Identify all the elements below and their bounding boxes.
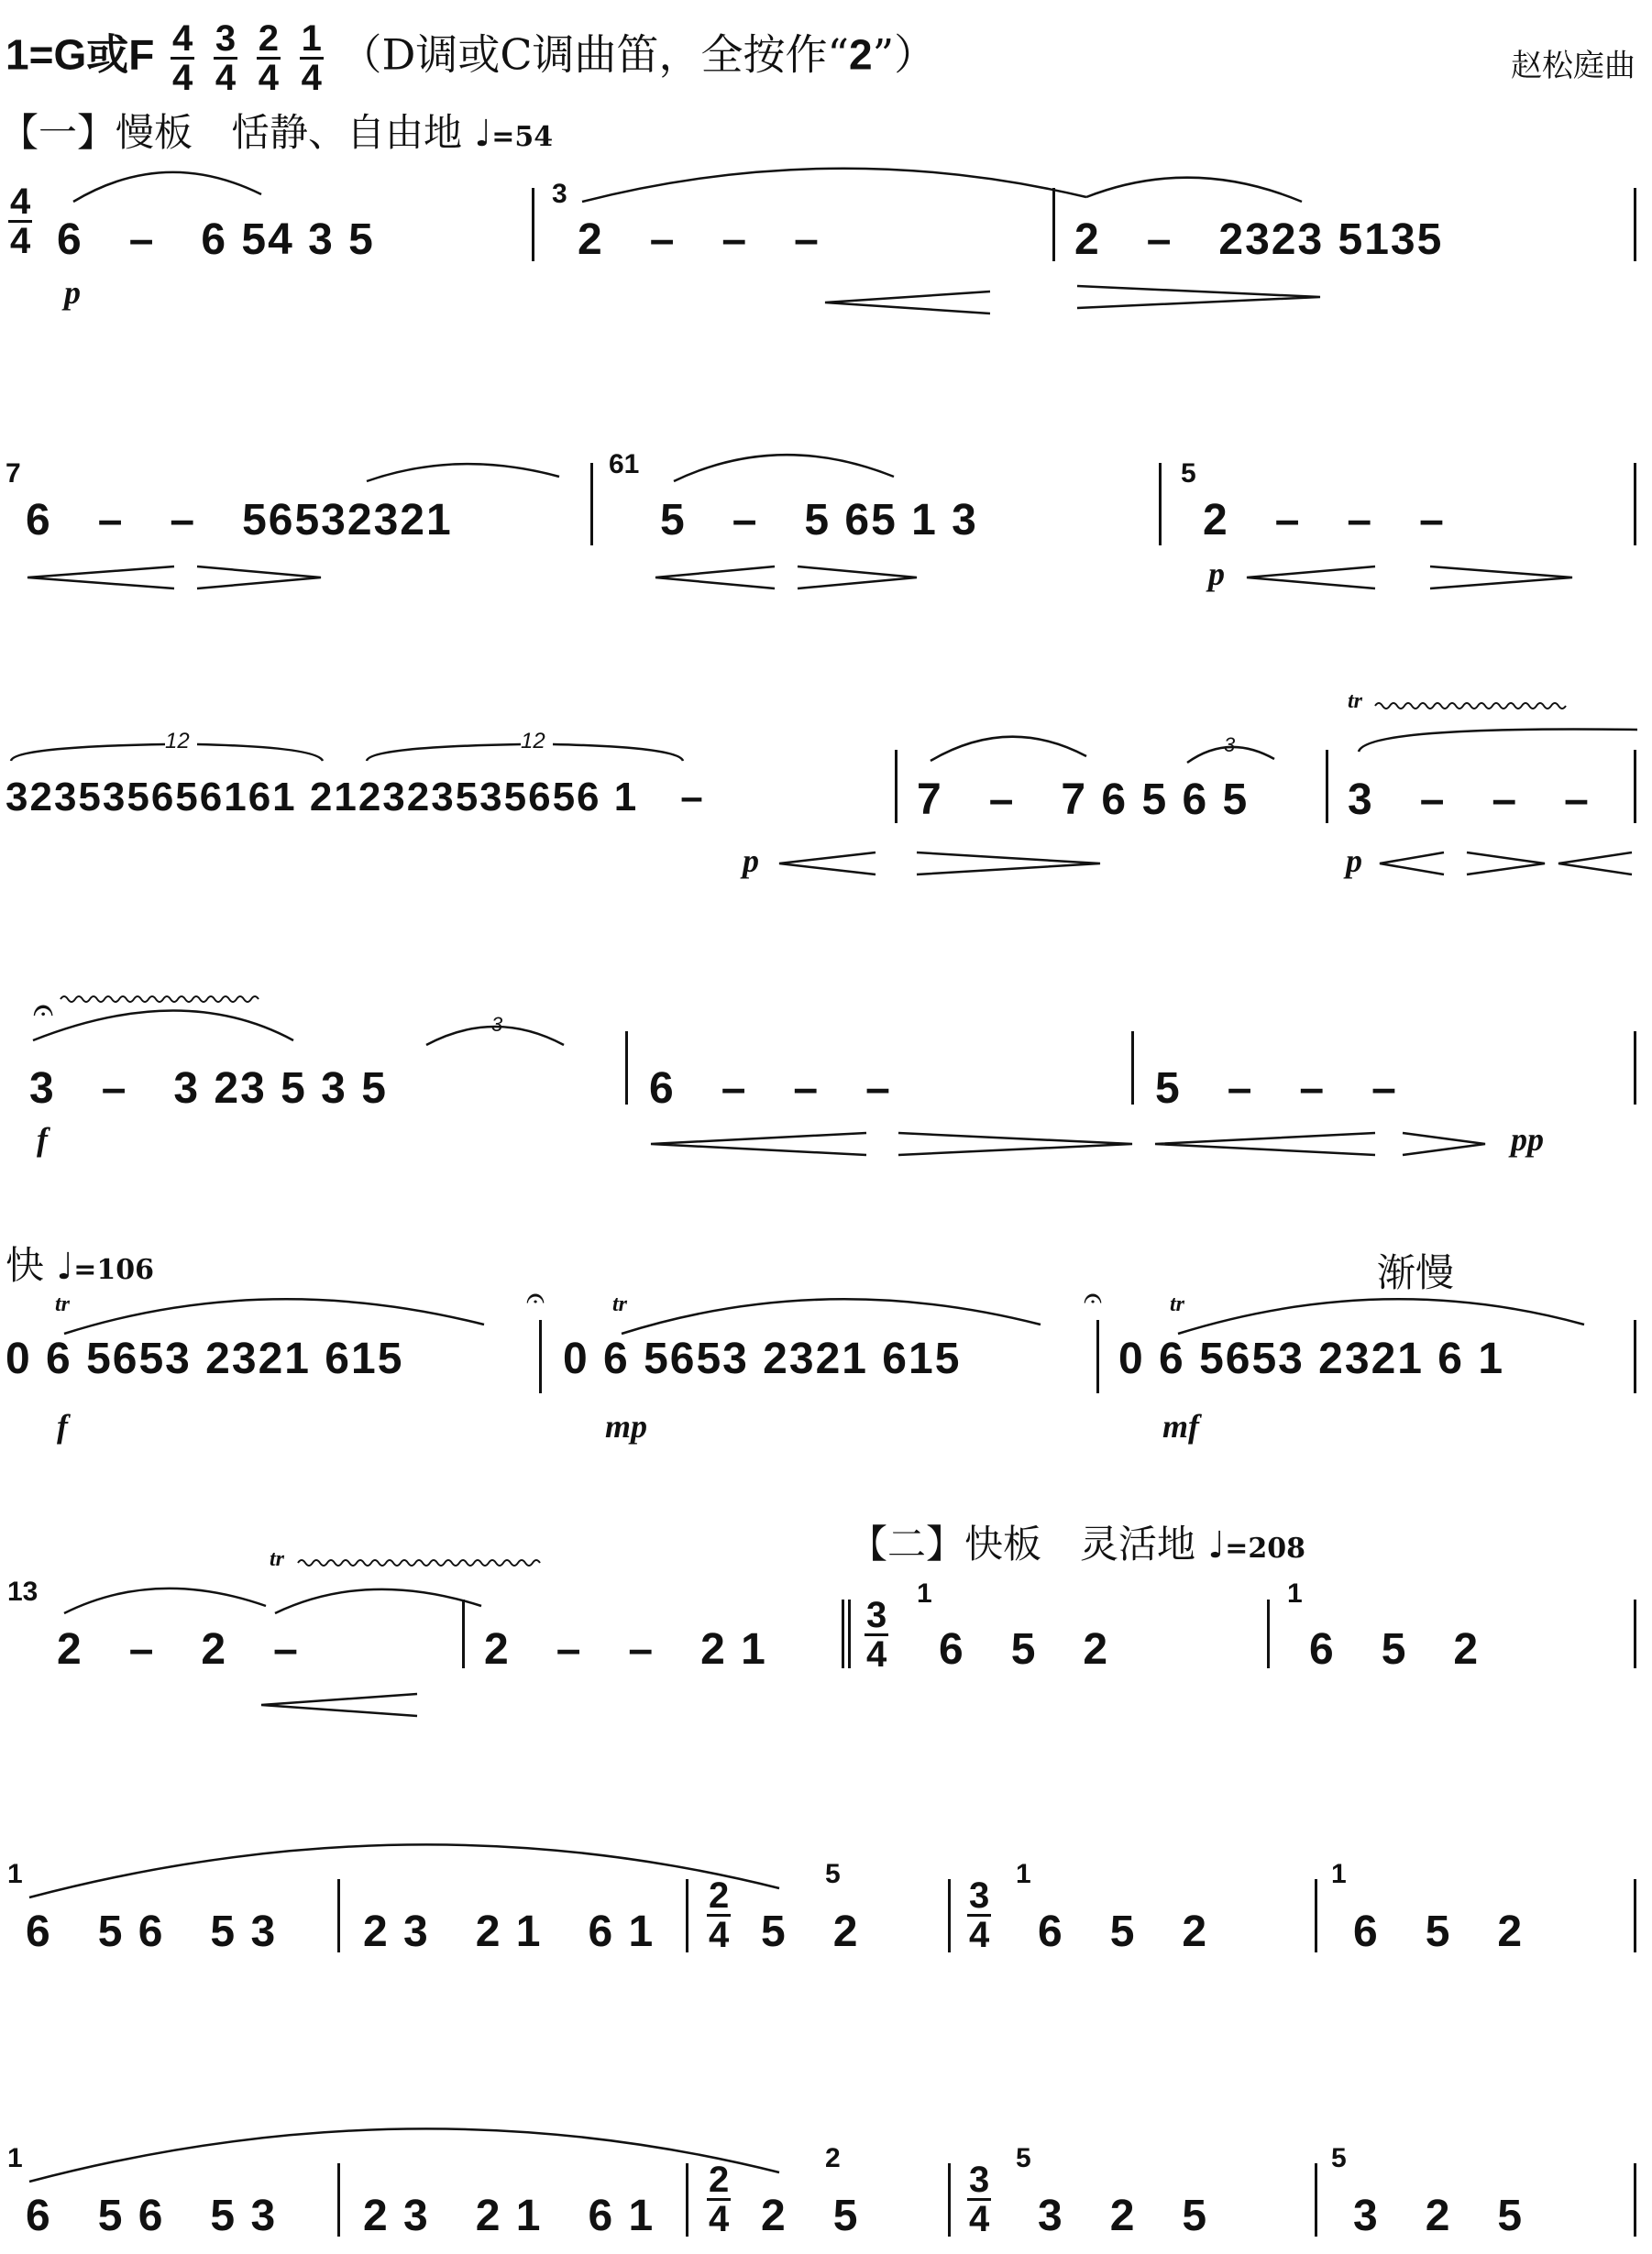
grace-note: 3 xyxy=(552,179,567,209)
system6-measure3: 6 5 2 xyxy=(939,1625,1110,1674)
decrescendo-hairpin xyxy=(898,1133,1132,1155)
dynamic-mp: mp xyxy=(605,1408,648,1445)
trill-mark: tr xyxy=(612,1292,628,1316)
section2-title: 【二】快板 灵活地 xyxy=(849,1522,1196,1567)
system5-measure1: 0 6 5653 2321 615 xyxy=(6,1335,404,1383)
system5-measure3: 0 6 5653 2321 6 1 xyxy=(1118,1335,1505,1383)
barline xyxy=(1634,2163,1636,2237)
slur xyxy=(29,1844,779,1897)
grace-note: 1 xyxy=(1287,1578,1303,1609)
crescendo-hairpin xyxy=(655,566,775,588)
system8-measure3: 2 5 xyxy=(761,2192,860,2240)
grace-note: 2 xyxy=(825,2143,841,2173)
dynamic-p: p xyxy=(1208,555,1225,592)
tuplet-12-label: 12 xyxy=(165,729,190,753)
system2-measure3: 2 – – – xyxy=(1203,496,1446,544)
system8-measure1: 6 5 6 5 3 xyxy=(26,2192,278,2240)
quarter-note-icon: ♩ xyxy=(474,113,492,155)
slur xyxy=(29,2128,779,2182)
barline xyxy=(1634,1031,1636,1105)
system6-time-sig: $\frac{3}{4}$ xyxy=(866,1595,887,1675)
time-sig-4-4: $\frac{4}{4}$ xyxy=(171,18,193,98)
crescendo-hairpin xyxy=(261,1694,417,1716)
dynamic-f: f xyxy=(57,1408,68,1445)
decrescendo-hairpin xyxy=(1430,566,1572,588)
composer: 赵松庭曲 xyxy=(1511,48,1635,84)
grace-note: 1 xyxy=(1331,1859,1347,1889)
decrescendo-hairpin xyxy=(798,566,917,588)
system3-measure2: 7 – 7 6 5 6 5 xyxy=(917,775,1250,824)
section1-title: 【一】慢板 恬静、自由地 xyxy=(0,110,463,155)
barline xyxy=(1131,1031,1134,1105)
barline xyxy=(1267,1600,1270,1668)
grace-note: 5 xyxy=(1181,458,1196,489)
decrescendo-hairpin xyxy=(1403,1133,1485,1155)
barline xyxy=(1634,1320,1636,1393)
time-sig-2-4: $\frac{2}{4}$ xyxy=(258,18,279,98)
double-barline xyxy=(842,1600,851,1668)
tuplet-12-label: 12 xyxy=(521,729,545,753)
dynamic-mf: mf xyxy=(1162,1408,1199,1445)
fermata-icon: 𝄐 xyxy=(526,1279,545,1316)
barline xyxy=(1634,750,1636,823)
system4-measure3: 5 – – – xyxy=(1155,1064,1398,1113)
trill-mark: tr xyxy=(270,1547,285,1571)
slur xyxy=(622,1299,1041,1334)
crescendo-hairpin xyxy=(1155,1133,1375,1155)
slur xyxy=(582,169,1086,202)
trill-wavy-line xyxy=(1375,703,1566,709)
system1-measure2: 2 – – – xyxy=(578,215,820,264)
grace-note: 1 xyxy=(1016,1859,1031,1889)
decrescendo-hairpin xyxy=(1077,286,1320,308)
dynamic-f: f xyxy=(37,1121,48,1158)
tuplet-3-label: 3 xyxy=(491,1013,503,1036)
barline xyxy=(1052,188,1055,261)
system8-time-sig-3-4: $\frac{3}{4}$ xyxy=(969,2160,990,2239)
slur xyxy=(64,1589,266,1613)
system2-measure1: 6 – – 56532321 xyxy=(26,496,453,544)
quarter-note-icon: ♩ xyxy=(56,1246,74,1288)
grace-note: 1 xyxy=(7,1859,23,1889)
system7-time-sig-2-4: $\frac{2}{4}$ xyxy=(709,1875,730,1955)
system7-measure5: 6 5 2 xyxy=(1353,1908,1525,1956)
dynamic-p: p xyxy=(64,274,81,311)
trill-mark: tr xyxy=(55,1292,71,1316)
crescendo-hairpin xyxy=(1247,566,1375,588)
grace-note: 5 xyxy=(1016,2143,1031,2173)
barline xyxy=(1159,463,1162,545)
instrument-note-pitch: 2 xyxy=(849,30,873,79)
system2-measure2: 5 – 5 65 1 3 xyxy=(660,496,978,544)
system3-measure3: 3 – – – xyxy=(1348,775,1591,824)
trill-mark: tr xyxy=(1348,689,1363,713)
system4-measure1: 3 – 3 23 5 3 5 xyxy=(29,1064,388,1113)
time-sig-1-4: $\frac{1}{4}$ xyxy=(301,18,322,98)
barline xyxy=(948,1879,951,1952)
barline xyxy=(337,1879,340,1952)
system1-measure1: 6 – 6 54 3 5 xyxy=(57,215,375,264)
fermata-icon: 𝄐 xyxy=(1084,1279,1103,1316)
tuplet-3-label: 3 xyxy=(1224,733,1236,756)
system6-measure1: 2 – 2 – xyxy=(57,1625,300,1674)
key-signature-line xyxy=(6,20,936,96)
tempo-fast-label xyxy=(6,1236,154,1291)
crescendo-hairpin xyxy=(1558,852,1632,874)
barline xyxy=(337,2163,340,2237)
section1-label xyxy=(0,103,553,158)
decrescendo-hairpin xyxy=(1467,852,1545,874)
slur xyxy=(931,737,1086,761)
decrescendo-hairpin xyxy=(197,566,321,588)
dynamic-pp: pp xyxy=(1511,1121,1544,1158)
dynamic-p: p xyxy=(743,842,759,879)
crescendo-hairpin xyxy=(779,852,876,874)
system7-measure1: 6 5 6 5 3 xyxy=(26,1908,278,1956)
fermata-icon: 𝄐 xyxy=(33,990,54,1030)
barline xyxy=(462,1600,465,1668)
tempo-fast-value: =106 xyxy=(73,1254,155,1286)
crescendo-hairpin xyxy=(28,566,174,588)
barline xyxy=(590,463,593,545)
barline xyxy=(539,1320,542,1393)
slur xyxy=(64,1299,484,1334)
crescendo-hairpin xyxy=(825,291,990,313)
quarter-note-icon: ♩ xyxy=(1207,1524,1226,1567)
system7-measure3: 5 2 xyxy=(761,1908,860,1956)
system1-measure3: 2 – 2323 5135 xyxy=(1074,215,1444,264)
section2-tempo: =208 xyxy=(1225,1533,1306,1565)
section1-tempo: =54 xyxy=(491,121,554,153)
system5-measure2: 0 6 5653 2321 615 xyxy=(563,1335,962,1383)
slur xyxy=(73,172,261,202)
instrument-note-suffix: ”） xyxy=(872,29,937,80)
grace-note: 5 xyxy=(825,1859,841,1889)
slur xyxy=(275,1589,481,1613)
time-sig-3-4: $\frac{3}{4}$ xyxy=(215,18,237,98)
barline xyxy=(1634,188,1636,261)
key-signature: 1=G或F xyxy=(6,30,155,79)
system8-measure2: 2 3 2 1 6 1 xyxy=(363,2192,655,2240)
decrescendo-hairpin xyxy=(917,852,1100,874)
slur xyxy=(367,464,559,481)
system3-measure1: 323535656161 212323535656 1 – xyxy=(6,775,705,819)
trill-wavy-line xyxy=(298,1560,540,1566)
grace-note: 1 xyxy=(7,2143,23,2173)
instrument-note-prefix: （D调或C调曲笛，全按作“ xyxy=(339,29,850,80)
trill-mark: tr xyxy=(1170,1292,1185,1316)
barline xyxy=(1096,1320,1099,1393)
barline xyxy=(1634,1600,1636,1668)
slur xyxy=(1086,178,1302,202)
system7-measure4: 6 5 2 xyxy=(1038,1908,1209,1956)
crescendo-hairpin xyxy=(651,1133,866,1155)
barline xyxy=(686,1879,688,1952)
slur xyxy=(33,1011,293,1041)
barline xyxy=(625,1031,628,1105)
slur xyxy=(1359,730,1637,753)
barline xyxy=(1315,1879,1317,1952)
barline xyxy=(895,750,898,823)
crescendo-hairpin xyxy=(1380,852,1444,874)
grace-note: 1 xyxy=(917,1578,932,1609)
dynamic-p: p xyxy=(1346,842,1362,879)
ritardando: 渐慢 xyxy=(1377,1250,1455,1295)
barline xyxy=(532,188,534,261)
barline xyxy=(948,2163,951,2237)
system7-measure2: 2 3 2 1 6 1 xyxy=(363,1908,655,1956)
grace-note: 61 xyxy=(609,449,640,479)
section2-label xyxy=(849,1514,1305,1569)
system7-time-sig-3-4: $\frac{3}{4}$ xyxy=(969,1875,990,1955)
slur xyxy=(1178,1299,1584,1334)
barline xyxy=(1634,1879,1636,1952)
slur xyxy=(674,455,894,481)
system6-measure4: 6 5 2 xyxy=(1309,1625,1481,1674)
system1-time-sig: $\frac{4}{4}$ xyxy=(10,181,31,261)
grace-note: 7 xyxy=(6,458,21,489)
barline xyxy=(1315,2163,1317,2237)
barline xyxy=(686,2163,688,2237)
system4-measure2: 6 – – – xyxy=(649,1064,892,1113)
system8-time-sig-2-4: $\frac{2}{4}$ xyxy=(709,2160,730,2239)
system8-measure5: 3 2 5 xyxy=(1353,2192,1525,2240)
system8-measure4: 3 2 5 xyxy=(1038,2192,1209,2240)
system6-measure2: 2 – – 2 1 xyxy=(484,1625,767,1674)
tempo-fast-text: 快 xyxy=(6,1243,45,1288)
barline xyxy=(1326,750,1328,823)
barline xyxy=(1634,463,1636,545)
grace-note: 5 xyxy=(1331,2143,1347,2173)
trill-wavy-line xyxy=(61,996,259,1002)
grace-note: 13 xyxy=(7,1577,39,1607)
